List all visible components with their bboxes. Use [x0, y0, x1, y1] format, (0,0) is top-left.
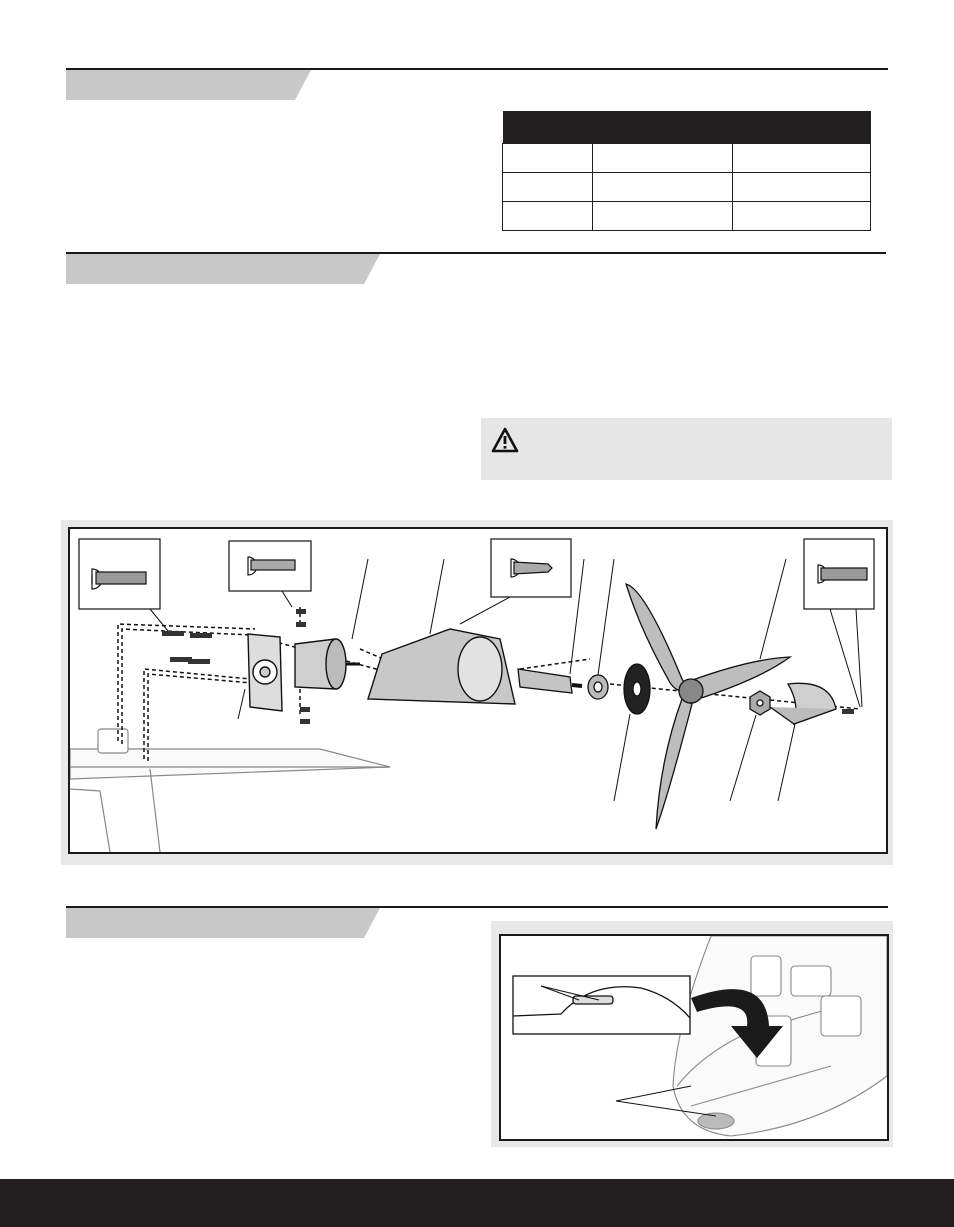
canopy-diagram	[499, 934, 889, 1141]
fuselage-nose	[70, 729, 390, 852]
section-rule-canopy	[66, 906, 888, 908]
section-heading-specs	[66, 70, 311, 100]
spec-cell	[593, 202, 733, 231]
spec-cell	[503, 202, 593, 231]
spinner-screw-inset	[804, 539, 874, 609]
aircraft-body	[673, 936, 887, 1136]
motor	[295, 639, 360, 689]
exploded-diagram	[68, 527, 888, 854]
canopy-diagram-svg	[501, 936, 887, 1139]
spec-header-cell	[503, 111, 593, 144]
spec-cell	[733, 144, 871, 173]
canopy-inset	[513, 976, 690, 1034]
spec-cell	[593, 144, 733, 173]
spec-table	[502, 111, 871, 231]
table-row	[503, 202, 871, 231]
wood-screw-inset	[491, 539, 571, 597]
spec-cell	[733, 202, 871, 231]
section-rule-specs	[66, 68, 888, 70]
backplate	[624, 664, 650, 714]
motor-mount	[248, 634, 282, 711]
section-heading-motor	[66, 254, 380, 284]
spec-cell	[733, 173, 871, 202]
self-tapping-screw-inset	[229, 541, 311, 591]
prop-adapter	[518, 669, 582, 693]
spec-header-cell	[733, 111, 871, 144]
spec-header-cell	[593, 111, 733, 144]
prop-nut	[750, 691, 770, 715]
section-heading-canopy	[66, 908, 380, 938]
warning-triangle-icon	[491, 427, 519, 453]
exploded-diagram-svg	[70, 529, 886, 852]
spec-cell	[503, 173, 593, 202]
page-footer-bar	[0, 1179, 954, 1227]
spinner-cone	[770, 683, 836, 724]
spec-table-header	[503, 111, 871, 144]
spec-cell	[593, 173, 733, 202]
cowl	[368, 629, 515, 704]
warning-box	[481, 418, 892, 480]
collet	[588, 675, 608, 699]
machine-screw-inset	[79, 539, 160, 609]
table-row	[503, 173, 871, 202]
table-row	[503, 144, 871, 173]
spec-cell	[503, 144, 593, 173]
section-rule-motor	[66, 252, 886, 254]
